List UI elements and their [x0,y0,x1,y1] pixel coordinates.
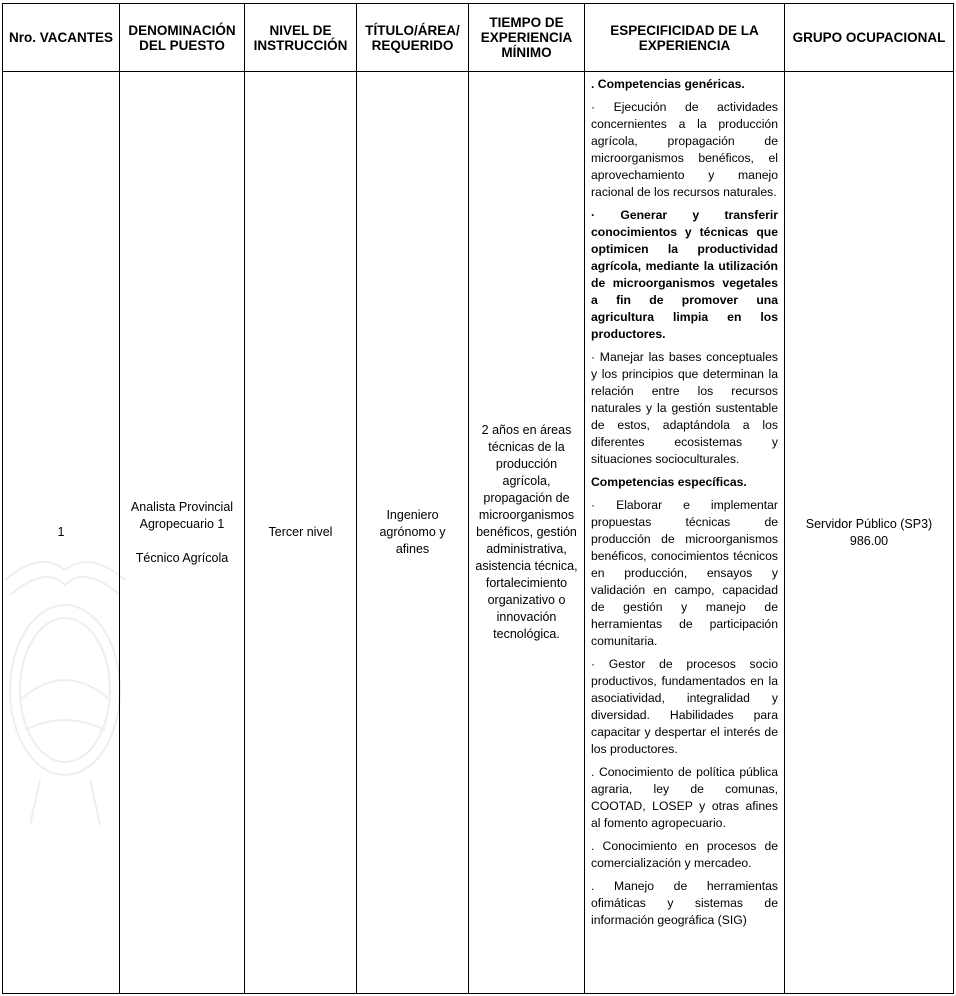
job-vacancy-table [2,3,954,994]
spec-item: · Gestor de procesos socio productivos, fundamentados en la asociatividad, integralidad y diversidad. Habilidades para capacitar y despertar el interés de los productores. [591,657,778,756]
puesto-role: Técnico Agrícola [135,550,229,565]
grupo-name: Servidor Público (SP3) [805,516,933,531]
header-denominacion: DENOMINACIÓN DEL PUESTO [120,4,245,72]
spec-item: . Conocimiento en procesos de comercialización y mercadeo. [591,839,778,870]
spec-item: . Competencias genéricas. [591,77,745,91]
table-row [3,72,954,994]
spec-item: . Conocimiento de política pública agraria, ley de comunas, COOTAD, LOSEP y otras afines al fomento agropecuario. [591,765,778,830]
spec-item: · Generar y transferir conocimientos y técnicas que optimicen la productividad agrícola, mediante la utilización de microorganismos vegetales a fin de promover una agricultura limpia en los productores. [591,208,778,341]
cell-titulo: Ingeniero agrónomo y afines [357,72,469,994]
spec-item: · Elaborar e implementar propuestas técnicas de producción de microorganismos benéficos, conocimientos técnicos en producción, ensayos y validación en campo, capacidad de gestión y manejo de herramientas de participación comunitaria. [591,498,778,648]
cell-vacantes: 1 [3,72,120,994]
grupo-salary: 986.00 [849,533,889,548]
cell-tiempo: 2 años en áreas técnicas de la producción agrícola, propagación de microorganismos benéficos, gestión administrativa, asistencia técnica, fortalecimiento organizativo o innovación tecnológica. [469,72,585,994]
header-especificidad: ESPECIFICIDAD DE LA EXPERIENCIA [585,4,785,72]
cell-grupo [785,72,954,994]
header-row [3,4,954,72]
header-titulo: TÍTULO/ÁREA/ REQUERIDO [357,4,469,72]
spec-item: . Manejo de herramientas ofimáticas y sistemas de información geográfica (SIG) [591,879,778,927]
spec-item: · Ejecución de actividades concernientes a la producción agrícola, propagación de microorganismos benéficos, el aprovechamiento y manejo racional de los recursos naturales. [591,100,778,199]
header-tiempo: TIEMPO DE EXPERIENCIA MÍNIMO [469,4,585,72]
cell-nivel: Tercer nivel [245,72,357,994]
header-nivel: NIVEL DE INSTRUCCIÓN [245,4,357,72]
spec-item: · Manejar las bases conceptuales y los principios que determinan la relación entre los recursos naturales y la gestión sustentable de estos, adaptándola a los diferentes ecosistemas y situaciones socioculturales. [591,350,778,466]
spec-item: Competencias específicas. [591,475,747,489]
header-vacantes: Nro. VACANTES [3,4,120,72]
cell-especificidad [585,72,785,994]
cell-puesto [120,72,245,994]
puesto-name: Analista Provincial Agropecuario 1 [130,499,234,531]
header-grupo: GRUPO OCUPACIONAL [785,4,954,72]
